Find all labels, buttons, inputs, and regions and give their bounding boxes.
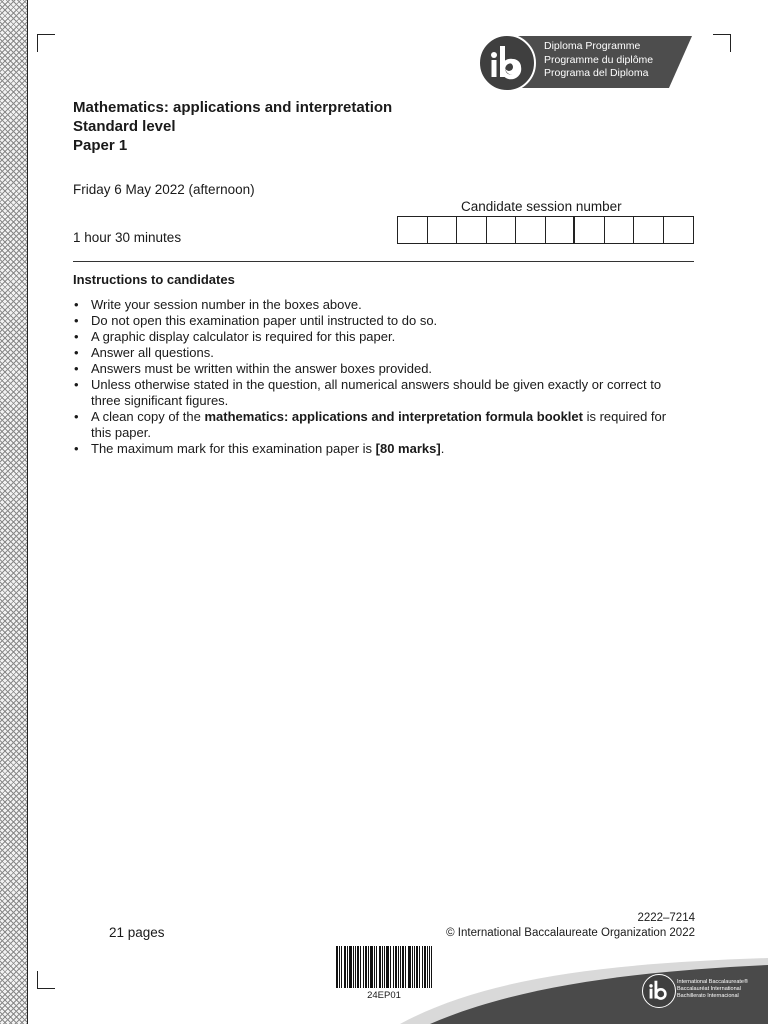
instruction-item: • Answers must be written within the answer boxes provided. xyxy=(73,361,673,377)
logo-line-es: Programa del Diploma xyxy=(544,67,649,79)
org-line-en: International Baccalaureate® xyxy=(677,979,749,985)
session-digit-box[interactable] xyxy=(428,217,458,243)
marks-text-before: The maximum mark for this examination paper is xyxy=(91,441,376,456)
divider-rule xyxy=(73,261,694,262)
instruction-item: • Write your session number in the boxes above. xyxy=(73,297,673,313)
instruction-item-marks xyxy=(73,441,673,457)
session-digit-box[interactable] xyxy=(575,217,605,243)
ib-logo-icon xyxy=(478,34,536,92)
barcode-code: 24EP01 xyxy=(367,990,401,1001)
instruction-item-booklet xyxy=(73,409,673,441)
marks-text-after: . xyxy=(440,441,445,456)
session-number-label: Candidate session number xyxy=(461,199,622,214)
instruction-item: • A graphic display calculator is required for this paper. xyxy=(73,329,673,345)
session-digit-box[interactable] xyxy=(605,217,635,243)
paper-code: 2222–7214 xyxy=(637,912,695,924)
booklet-text-after: is required for this paper. xyxy=(91,409,667,440)
logo-programme-names xyxy=(544,40,653,81)
crop-mark-top-left xyxy=(37,34,55,52)
copyright-notice: © International Baccalaureate Organization 2022 xyxy=(446,927,695,939)
page-count: 21 pages xyxy=(109,925,165,940)
session-digit-box[interactable] xyxy=(634,217,664,243)
max-marks: [80 marks] xyxy=(375,441,441,456)
instruction-item: • Unless otherwise stated in the question, all numerical answers should be given exactly or correct to three significant figures. xyxy=(73,377,673,409)
perforated-edge-strip xyxy=(0,0,28,1024)
crop-mark-bottom-left xyxy=(37,971,55,989)
logo-line-fr: Programme du diplôme xyxy=(544,53,654,66)
exam-title-block xyxy=(73,98,392,155)
instruction-item: • Answer all questions. xyxy=(73,345,673,361)
org-line-es: Bachillerato Internacional xyxy=(677,993,739,999)
exam-paper: Paper 1 xyxy=(73,137,128,154)
session-digit-box[interactable] xyxy=(664,217,694,243)
session-number-boxes[interactable] xyxy=(397,216,694,244)
session-digit-box[interactable] xyxy=(457,217,487,243)
org-line-fr: Baccalauréat International xyxy=(677,986,741,992)
logo-line-en: Diploma Programme xyxy=(544,40,641,52)
booklet-name: mathematics: applications and interpretation formula booklet xyxy=(204,409,583,424)
exam-subject: Mathematics: applications and interpretation xyxy=(73,99,393,116)
instructions-heading: Instructions to candidates xyxy=(73,272,235,287)
booklet-text-before: A clean copy of the xyxy=(91,409,205,424)
footer-org-names xyxy=(677,979,748,1000)
exam-level: Standard level xyxy=(73,118,176,135)
crop-mark-top-right xyxy=(713,34,731,52)
session-digit-box[interactable] xyxy=(516,217,546,243)
session-digit-box[interactable] xyxy=(546,217,576,243)
exam-duration: 1 hour 30 minutes xyxy=(73,230,182,245)
session-digit-box[interactable] xyxy=(398,217,428,243)
session-digit-box[interactable] xyxy=(487,217,517,243)
instruction-item: • Do not open this examination paper until instructed to do so. xyxy=(73,313,673,329)
ib-diploma-logo xyxy=(478,32,698,92)
instructions-list xyxy=(73,297,673,457)
exam-date: Friday 6 May 2022 (afternoon) xyxy=(73,182,255,197)
ib-footer-logo-icon xyxy=(642,974,676,1008)
